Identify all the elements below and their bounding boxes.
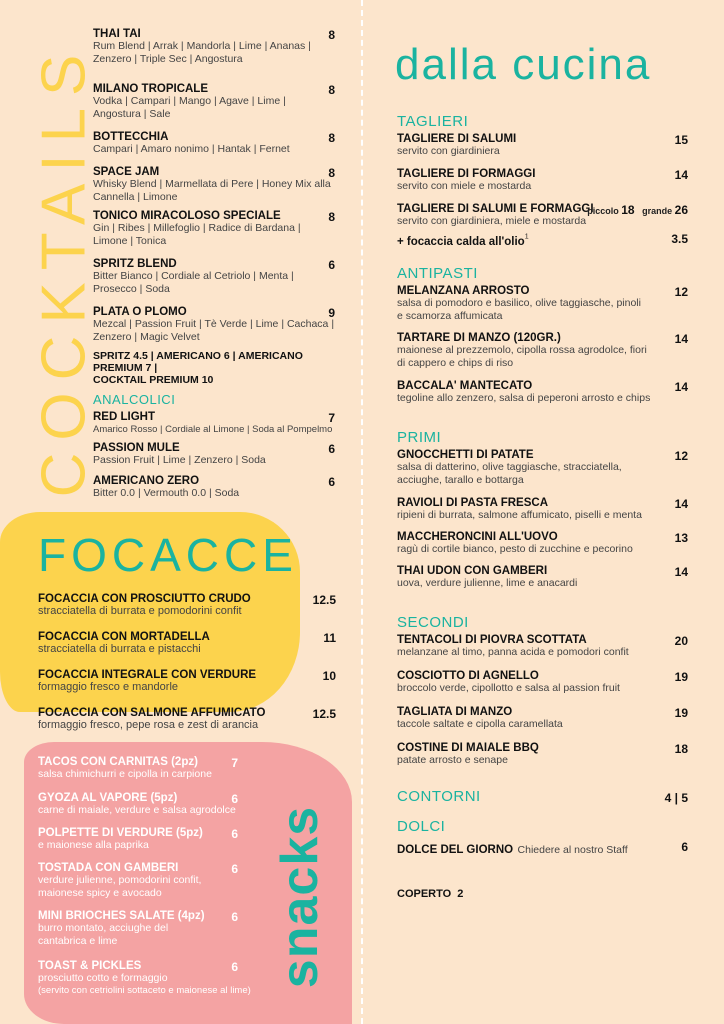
item-price: 6 <box>231 910 238 924</box>
list-item <box>38 756 238 792</box>
item-price: 11 <box>323 631 336 645</box>
item-price: 13 <box>674 531 688 545</box>
list-item <box>38 960 251 1000</box>
item-desc: Gin | Ribes | Millefoglio | Radice di Bardana | Limone | Tonica <box>93 222 301 247</box>
item-name: TAGLIATA DI MANZO <box>397 706 513 718</box>
item-name: TARTARE DI MANZO (120GR.) <box>397 332 561 344</box>
item-desc: Amarico Rosso | Cordiale al Limone | Soda al Pompelmo <box>93 424 333 435</box>
small-label: piccolo <box>587 206 619 216</box>
item-price: 14 <box>674 497 688 511</box>
item-price: 6 <box>328 258 335 272</box>
item-price: 9 <box>328 306 335 320</box>
list-item <box>93 306 335 350</box>
item-name: FOCACCIA CON PROSCIUTTO CRUDO <box>38 593 251 605</box>
item-desc: ragù di cortile bianco, pesto di zucchine e pecorino <box>397 543 633 555</box>
item-price: 6 <box>328 442 335 456</box>
list-item <box>397 497 688 531</box>
item-desc: patate arrosto e senape <box>397 754 508 766</box>
item-price: 6 <box>681 840 688 854</box>
item-price: 7 <box>328 411 335 425</box>
item-note: Chiedere al nostro Staff <box>517 844 628 856</box>
taglieri-section <box>397 113 688 252</box>
section-title: CONTORNI <box>397 788 481 805</box>
item-desc: prosciutto cotto e formaggio <box>38 972 168 984</box>
item-price: 8 <box>328 28 335 42</box>
item-name: RAVIOLI DI PASTA FRESCA <box>397 497 548 509</box>
list-item <box>397 706 688 742</box>
list-item <box>93 210 335 258</box>
analcolici-section <box>93 392 335 505</box>
item-price: 6 <box>231 792 238 806</box>
list-item <box>93 411 335 442</box>
item-name: TAGLIERE DI FORMAGGI <box>397 168 536 180</box>
item-desc: e maionese alla paprika <box>38 839 149 851</box>
item-desc: salsa chimichurri e cipolla in carpione <box>38 768 212 780</box>
item-desc: salsa di datterino, olive taggiasche, stracciatella, acciughe, tarallo e bottarga <box>397 461 622 486</box>
item-desc: melanzane al timo, panna acida e pomodori confit <box>397 646 629 658</box>
item-name: TACOS CON CARNITAS (2pz) <box>38 756 198 768</box>
item-desc: servito con giardiniera <box>397 145 500 157</box>
item-price: 3.5 <box>671 232 688 246</box>
column-divider <box>361 0 363 1024</box>
item-desc: uova, verdure julienne, lime e anacardi <box>397 577 578 589</box>
item-name: COSTINE DI MAIALE BBQ <box>397 742 539 754</box>
section-title: TAGLIERI <box>397 113 469 130</box>
list-item <box>397 133 688 168</box>
item-desc: ripieni di burrata, salmone affumicato, piselli e menta <box>397 509 642 521</box>
item-name: SPACE JAM <box>93 166 160 178</box>
item-name: BOTTECCHIA <box>93 131 169 143</box>
item-name: PASSION MULE <box>93 442 180 454</box>
item-desc: servito con miele e mostarda <box>397 180 532 192</box>
list-item <box>397 285 688 332</box>
item-price: 14 <box>674 332 688 346</box>
item-desc: verdure julienne, pomodorini confit, maionese spicy e avocado <box>38 874 202 899</box>
list-item <box>38 910 238 960</box>
item-name: FOCACCIA CON MORTADELLA <box>38 631 210 643</box>
list-item <box>397 232 688 252</box>
snacks-list <box>38 756 251 1000</box>
list-item <box>38 707 336 745</box>
item-price: 14 <box>674 168 688 182</box>
section-title: PRIMI <box>397 429 442 446</box>
item-name: GYOZA AL VAPORE (5pz) <box>38 792 178 804</box>
item-desc: Bitter Bianco | Cordiale al Cetriolo | Menta | Prosecco | Soda <box>93 270 294 295</box>
focacce-list <box>38 593 336 745</box>
list-item <box>397 168 688 203</box>
list-item <box>397 840 688 860</box>
item-price: 8 <box>328 131 335 145</box>
list-item <box>397 742 688 776</box>
item-name: POLPETTE DI VERDURE (5pz) <box>38 827 203 839</box>
item-desc: Rum Blend | Arrak | Mandorla | Lime | Ananas | Zenzero | Triple Sec | Angostura <box>93 40 311 65</box>
extra-name: + focaccia calda all'olio <box>397 236 525 248</box>
item-desc: stracciatella di burrata e pistacchi <box>38 643 201 655</box>
dolci-section <box>397 818 688 860</box>
list-item <box>397 634 688 670</box>
item-price: 6 <box>231 862 238 876</box>
item-desc: Whisky Blend | Marmellata di Pere | Honey Mix alla Cannella | Limone <box>93 178 331 203</box>
section-title: DOLCI <box>397 818 446 835</box>
list-item <box>38 862 238 910</box>
item-price: 8 <box>328 166 335 180</box>
list-item <box>38 669 336 707</box>
list-item <box>93 258 335 306</box>
item-price: 12.5 <box>312 707 336 721</box>
item-desc: stracciatella di burrata e pomodorini confit <box>38 605 242 617</box>
list-item <box>397 203 688 232</box>
item-name: FOCACCIA CON SALMONE AFFUMICATO <box>38 707 266 719</box>
item-name: MINI BRIOCHES SALATE (4pz) <box>38 910 205 922</box>
list-item <box>397 670 688 706</box>
cocktails-list <box>93 28 335 386</box>
section-title: SECONDI <box>397 614 469 631</box>
item-price: 6 <box>231 827 238 841</box>
item-price: 7 <box>231 756 238 770</box>
item-desc: Campari | Amaro nonimo | Hantak | Fernet <box>93 143 290 155</box>
section-title: ANTIPASTI <box>397 265 478 282</box>
list-item <box>93 442 335 475</box>
item-price: 18 <box>674 742 688 756</box>
item-price: 6 <box>231 960 238 974</box>
cucina-title: dalla cucina <box>395 40 652 89</box>
item-desc: maionese al prezzemolo, cipolla rossa agrodolce, fiori di cappero e chips di riso <box>397 344 647 369</box>
footnote: (servito con cetriolini sottaceto e maionese al lime) <box>38 985 251 996</box>
item-desc: Vodka | Campari | Mango | Agave | Lime | Angostura | Sale <box>93 95 286 120</box>
item-desc: Bitter 0.0 | Vermouth 0.0 | Soda <box>93 487 240 499</box>
item-price: 12 <box>674 285 688 299</box>
contorni-row <box>397 788 688 810</box>
item-name: BACCALA' MANTECATO <box>397 380 533 392</box>
item-name: GNOCCHETTI DI PATATE <box>397 449 534 461</box>
big-price: 26 <box>674 203 688 217</box>
list-item <box>397 531 688 565</box>
item-name: THAI UDON CON GAMBERI <box>397 565 548 577</box>
item-price: 19 <box>674 706 688 720</box>
item-price: 8 <box>328 210 335 224</box>
list-item <box>93 475 335 505</box>
item-price: 14 <box>674 380 688 394</box>
item-price: 12 <box>674 449 688 463</box>
item-name: AMERICANO ZERO <box>93 475 200 487</box>
item-price: 4 | 5 <box>664 791 688 805</box>
extra-sup: 1 <box>524 233 529 241</box>
item-price: 19 <box>674 670 688 684</box>
antipasti-section <box>397 265 688 414</box>
item-price: 8 <box>328 83 335 97</box>
cocktails-title: COCKTAILS <box>29 42 99 498</box>
list-item <box>397 565 688 597</box>
item-desc: tegoline allo zenzero, salsa di peperoni arrosto e chips <box>397 392 651 404</box>
list-item <box>93 166 335 210</box>
item-desc: salsa di pomodoro e basilico, olive taggiasche, pinoli e scamorza affumicata <box>397 297 641 322</box>
item-desc: Mezcal | Passion Fruit | Tè Verde | Lime | Cachaca | Zenzero | Magic Velvet <box>93 318 335 343</box>
list-item <box>93 83 335 131</box>
item-name: MELANZANA ARROSTO <box>397 285 530 297</box>
premium-line: COCKTAIL PREMIUM 10 <box>93 374 214 386</box>
item-price: 15 <box>674 133 688 147</box>
item-name: COSCIOTTO DI AGNELLO <box>397 670 539 682</box>
item-name: MILANO TROPICALE <box>93 83 208 95</box>
primi-section <box>397 429 688 597</box>
spritz-line: SPRITZ 4.5 | AMERICANO 6 | AMERICANO PREMIUM 7 | <box>93 350 303 374</box>
list-item <box>38 631 336 669</box>
item-desc: Passion Fruit | Lime | Zenzero | Soda <box>93 454 266 466</box>
big-label: grande <box>642 206 673 216</box>
item-desc: servito con giardiniera, miele e mostarda <box>397 215 587 227</box>
list-item <box>38 593 336 631</box>
item-name: DOLCE DEL GIORNO <box>397 844 514 856</box>
coperto-line: COPERTO 2 <box>397 888 464 900</box>
item-price: 14 <box>674 565 688 579</box>
item-name: RED LIGHT <box>93 411 155 423</box>
item-name: TOAST & PICKLES <box>38 960 142 972</box>
item-desc: taccole saltate e cipolla caramellata <box>397 718 563 730</box>
focacce-title: FOCACCE <box>38 529 298 581</box>
item-name: TONICO MIRACOLOSO SPECIALE <box>93 210 281 222</box>
item-name: TOSTADA CON GAMBERI <box>38 862 179 874</box>
item-name: FOCACCIA INTEGRALE CON VERDURE <box>38 669 257 681</box>
list-item <box>397 380 688 414</box>
secondi-section <box>397 614 688 776</box>
list-item <box>397 332 688 380</box>
item-desc: formaggio fresco e mandorle <box>38 681 179 693</box>
item-desc: burro montato, acciughe del cantabrica e lime <box>38 922 169 947</box>
contorni-section <box>397 788 688 810</box>
item-price: 6 <box>328 475 335 489</box>
item-price: 10 <box>322 669 336 683</box>
list-item <box>93 28 335 83</box>
list-item <box>397 449 688 497</box>
item-name: MACCHERONCINI ALL'UOVO <box>397 531 558 543</box>
list-item <box>38 792 238 827</box>
item-desc: carne di maiale, verdure e salsa agrodolce <box>38 804 236 816</box>
item-name: TAGLIERE DI SALUMI <box>397 133 517 145</box>
item-name: TENTACOLI DI PIOVRA SCOTTATA <box>397 634 587 646</box>
item-desc: broccolo verde, cipollotto e salsa al passion fruit <box>397 682 620 694</box>
item-desc: formaggio fresco, pepe rosa e zest di arancia <box>38 719 259 731</box>
small-price: 18 <box>621 203 635 217</box>
snacks-title: snacks <box>271 805 329 989</box>
item-name: THAI TAI <box>93 28 141 40</box>
item-name: PLATA O PLOMO <box>93 306 187 318</box>
list-item <box>93 131 335 166</box>
item-name: TAGLIERE DI SALUMI E FORMAGGI <box>397 203 594 215</box>
item-price: 12.5 <box>312 593 336 607</box>
size-prices <box>587 203 688 217</box>
list-item <box>38 827 238 862</box>
item-name: SPRITZ BLEND <box>93 258 177 270</box>
analcolici-title: ANALCOLICI <box>93 392 176 407</box>
item-price: 20 <box>674 634 688 648</box>
